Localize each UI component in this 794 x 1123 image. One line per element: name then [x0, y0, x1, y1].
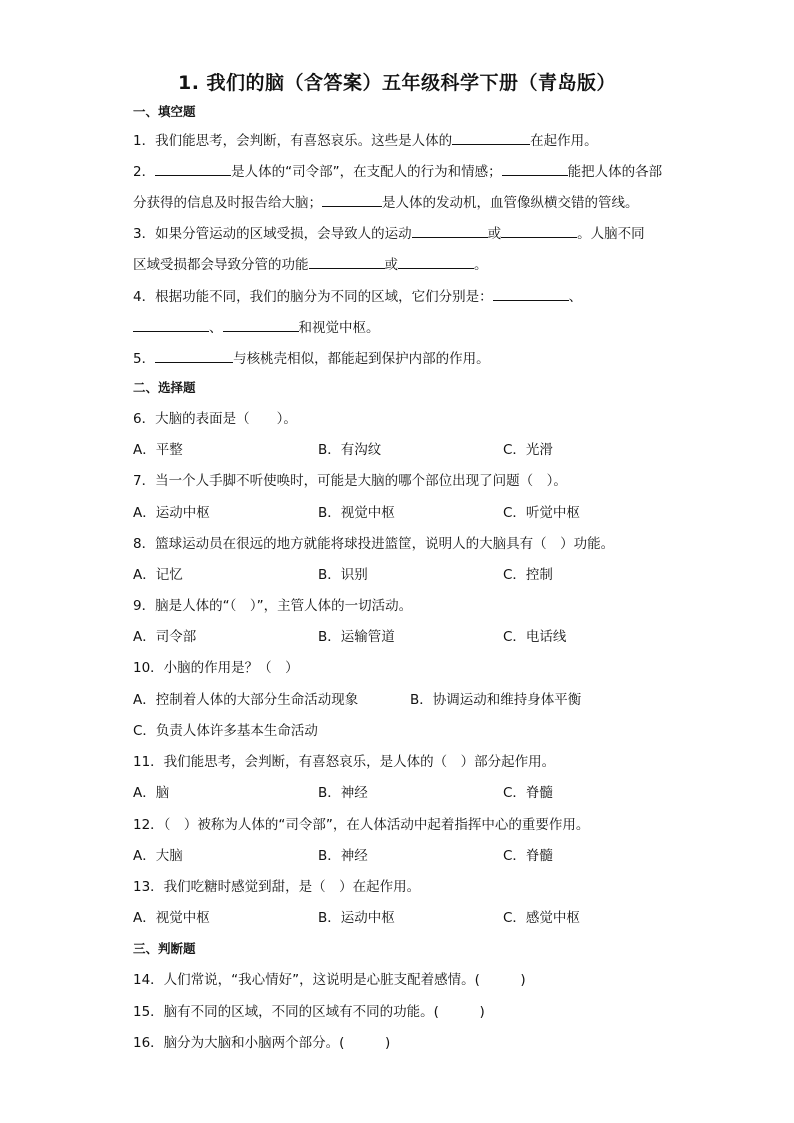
option-c[interactable]: C．负责人体许多基本生命活动	[133, 723, 318, 739]
question-2-number: 2．	[133, 164, 156, 180]
question-5-number: 5．	[133, 351, 156, 367]
question-1-text-end: 在起作用。	[530, 133, 598, 149]
question-12: 12．（ ）被称为人体的“司令部”，在人体活动中起着指挥中心的重要作用。	[133, 817, 590, 833]
option-b[interactable]: B．有沟纹	[318, 442, 382, 458]
question-2-text-4: 是人体的发动机，血管像纵横交错的管线。	[382, 195, 639, 211]
question-5	[133, 348, 490, 368]
option-b[interactable]: B．神经	[318, 848, 368, 864]
question-4-sep: 、	[568, 289, 583, 305]
section-heading-choice: 二、选择题	[133, 380, 196, 395]
question-7: 7．当一个人手脚不听使唤时，可能是大脑的哪个部位出现了问题（ ）。	[133, 473, 567, 489]
question-15: 15．脑有不同的区域，不同的区域有不同的功能。( )	[133, 1004, 485, 1020]
answer-blank[interactable]	[412, 223, 488, 238]
answer-blank[interactable]	[223, 317, 299, 332]
question-3-text-3: 区域受损都会导致分管的功能	[133, 257, 309, 273]
answer-blank[interactable]	[501, 223, 577, 238]
question-8: 8．篮球运动员在很远的地方就能将球投进篮筐，说明人的大脑具有（ ）功能。	[133, 536, 615, 552]
option-b[interactable]: B．协调运动和维持身体平衡	[410, 692, 582, 708]
question-6: 6．大脑的表面是（ ）。	[133, 411, 297, 427]
answer-blank[interactable]	[155, 348, 233, 363]
option-b[interactable]: B．运输管道	[318, 629, 395, 645]
question-4-text: 4．根据功能不同，我们的脑分为不同的区域，它们分别是：	[133, 289, 493, 305]
question-3-or-2: 或	[384, 257, 398, 273]
question-2-text-2: 能把人体的各部	[567, 164, 663, 180]
option-c[interactable]: C．光滑	[503, 442, 553, 458]
answer-blank[interactable]	[493, 286, 569, 301]
question-11: 11．我们能思考，会判断，有喜怒哀乐，是人体的（ ）部分起作用。	[133, 754, 556, 770]
question-4	[133, 286, 582, 306]
option-c[interactable]: C．电话线	[503, 629, 567, 645]
section-heading-judge: 三、判断题	[133, 941, 196, 956]
option-a[interactable]: A．运动中枢	[133, 505, 210, 521]
option-a[interactable]: A．记忆	[133, 567, 183, 583]
question-2-continued	[133, 192, 639, 212]
option-a[interactable]: A．司令部	[133, 629, 197, 645]
option-c[interactable]: C．控制	[503, 567, 553, 583]
option-a[interactable]: A．大脑	[133, 848, 183, 864]
answer-blank[interactable]	[309, 254, 385, 269]
answer-blank[interactable]	[502, 161, 568, 176]
answer-blank[interactable]	[322, 192, 382, 207]
option-b[interactable]: B．识别	[318, 567, 368, 583]
question-10: 10．小脑的作用是？（ ）	[133, 660, 299, 676]
option-a[interactable]: A．视觉中枢	[133, 910, 210, 926]
question-2-text: 是人体的“司令部”，在支配人的行为和情感；	[231, 164, 502, 180]
question-3-text-2: 。人脑不同	[577, 226, 645, 242]
option-c[interactable]: C．脊髓	[503, 785, 553, 801]
option-c[interactable]: C．感觉中枢	[503, 910, 580, 926]
question-13: 13．我们吃糖时感觉到甜，是（ ）在起作用。	[133, 879, 421, 895]
question-1	[133, 130, 598, 150]
page-title: 1. 我们的脑（含答案）五年级科学下册（青岛版）	[177, 72, 617, 94]
answer-blank[interactable]	[398, 254, 474, 269]
option-b[interactable]: B．视觉中枢	[318, 505, 395, 521]
option-a[interactable]: A．脑	[133, 785, 170, 801]
option-a[interactable]: A．平整	[133, 442, 183, 458]
question-3-text: 3．如果分管运动的区域受损，会导致人的运动	[133, 226, 412, 242]
question-3-end: 。	[474, 257, 488, 273]
answer-blank[interactable]	[155, 161, 231, 176]
question-14: 14．人们常说，“我心情好”，这说明是心脏支配着感情。( )	[133, 972, 526, 988]
question-9: 9．脑是人体的“（ ）”，主管人体的一切活动。	[133, 598, 413, 614]
section-heading-fill: 一、填空题	[133, 104, 196, 119]
answer-blank[interactable]	[133, 317, 209, 332]
question-4-end: 和视觉中枢。	[298, 320, 380, 336]
answer-blank[interactable]	[452, 130, 530, 145]
question-4-continued	[133, 317, 380, 337]
question-16: 16．脑分为大脑和小脑两个部分。( )	[133, 1035, 391, 1051]
option-c[interactable]: C．听觉中枢	[503, 505, 580, 521]
question-3-or: 或	[487, 226, 502, 242]
question-3	[133, 223, 645, 243]
option-b[interactable]: B．运动中枢	[318, 910, 395, 926]
question-4-sep-2: 、	[209, 320, 223, 336]
question-2	[133, 161, 662, 181]
question-1-text: 1．我们能思考，会判断，有喜怒哀乐。这些是人体的	[133, 133, 453, 149]
question-5-text: 与核桃壳相似，都能起到保护内部的作用。	[233, 351, 490, 367]
question-2-text-3: 分获得的信息及时报告给大脑；	[133, 195, 322, 211]
option-b[interactable]: B．神经	[318, 785, 368, 801]
option-c[interactable]: C．脊髓	[503, 848, 553, 864]
question-3-continued	[133, 254, 488, 274]
option-a[interactable]: A．控制着人体的大部分生命活动现象	[133, 692, 359, 708]
